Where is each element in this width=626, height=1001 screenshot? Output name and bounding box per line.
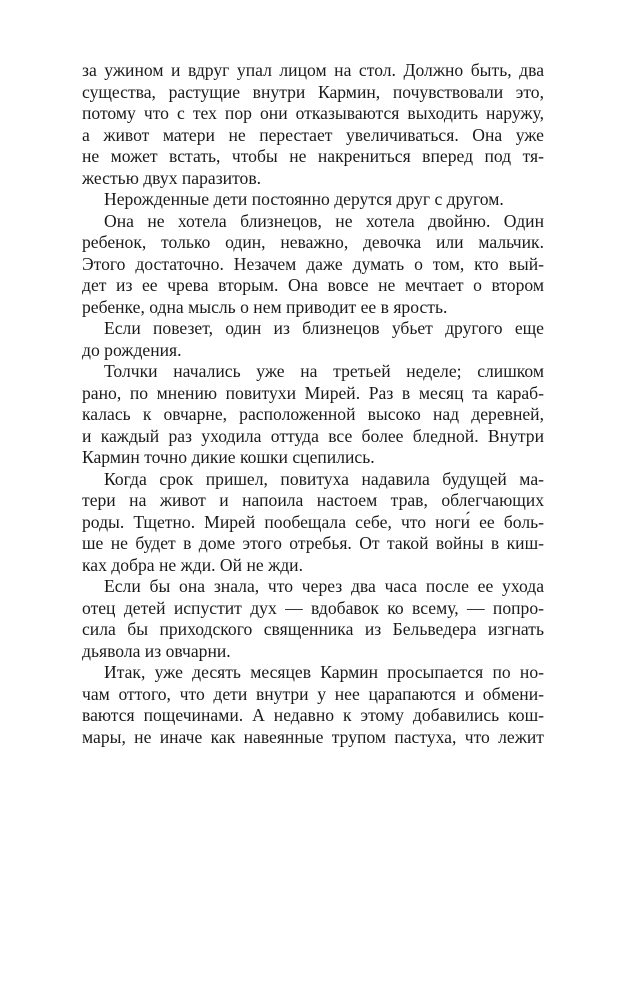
- paragraph: [82, 211, 544, 319]
- text-line: за ужином и вдруг упал лицом на стол. Должно быть, два: [82, 60, 544, 80]
- text-line: рано, по мнению повитухи Мирей. Раз в месяц та караб-: [82, 382, 544, 403]
- text-line: существа, растущие внутри Кармин, почувствовали это,: [82, 81, 544, 102]
- text-line: Нерожденные дети постоянно дерутся друг с другом.: [104, 189, 504, 209]
- text-line: ребенок, только один, неважно, девочка или мальчик.: [82, 232, 544, 252]
- text-line: Толчки начались уже на третьей неделе; слишком: [104, 361, 544, 381]
- paragraph: [82, 318, 544, 361]
- text-line: ках добра не жди. Ой не жди.: [82, 554, 303, 575]
- text-line: калась к овчарне, расположенной высоко над деревней,: [82, 404, 544, 424]
- paragraph: [82, 662, 544, 748]
- text-line: ше не будет в доме этого отребья. От такой войны в киш-: [82, 533, 544, 553]
- text-line: ребенке, одна мысль о нем приводит ее в ярость.: [82, 296, 448, 317]
- text-line: Если бы она знала, что через два часа после ее ухода: [104, 576, 544, 596]
- text-line: Она не хотела близнецов, не хотела двойню. Один: [104, 210, 544, 231]
- text-line: тери на живот и напоила настоем трав, облегчающих: [82, 490, 544, 510]
- text-line: а живот матери не перестает увеличиваться. Она уже: [82, 124, 544, 145]
- text-line: жестью двух паразитов.: [82, 167, 262, 188]
- paragraph: [82, 469, 544, 577]
- text-line: мары, не иначе как навеянные трупом пастуха, что лежит: [82, 726, 544, 747]
- text-line: дьявола из овчарни.: [82, 640, 231, 661]
- body-text: [82, 60, 544, 748]
- paragraph: [82, 576, 544, 662]
- text-line: роды. Тщетно. Мирей пообещала себе, что ноги́ ее боль-: [82, 511, 544, 532]
- text-line: потому что с тех пор они отказываются выходить наружу,: [82, 103, 544, 123]
- text-line: Итак, уже десять месяцев Кармин просыпается по но-: [104, 662, 544, 682]
- paragraph: [82, 60, 544, 189]
- paragraph: [82, 361, 544, 469]
- paragraph: [82, 189, 544, 211]
- text-line: Если повезет, один из близнецов убьет другого еще: [104, 318, 544, 338]
- text-line: сила бы приходского священника из Бельведера изгнать: [82, 619, 544, 639]
- text-line: дет из ее чрева вторым. Она вовсе не мечтает о втором: [82, 275, 544, 295]
- text-line: и каждый раз уходила оттуда все более бледной. Внутри: [82, 425, 544, 446]
- text-line: Этого достаточно. Незачем даже думать о том, кто вый-: [82, 253, 544, 274]
- text-line: до рождения.: [82, 339, 182, 360]
- text-line: ваются пощечинами. А недавно к этому добавились кош-: [82, 705, 544, 725]
- text-line: отец детей испустит дух — вдобавок ко всему, — попро-: [82, 597, 544, 618]
- text-line: Когда срок пришел, повитуха надавила будущей ма-: [104, 468, 544, 489]
- text-line: не может встать, чтобы не накрениться вперед под тя-: [82, 146, 544, 166]
- text-line: Кармин точно дикие кошки сцепились.: [82, 447, 375, 467]
- text-line: чам оттого, что дети внутри у нее царапаются и обмени-: [82, 683, 544, 704]
